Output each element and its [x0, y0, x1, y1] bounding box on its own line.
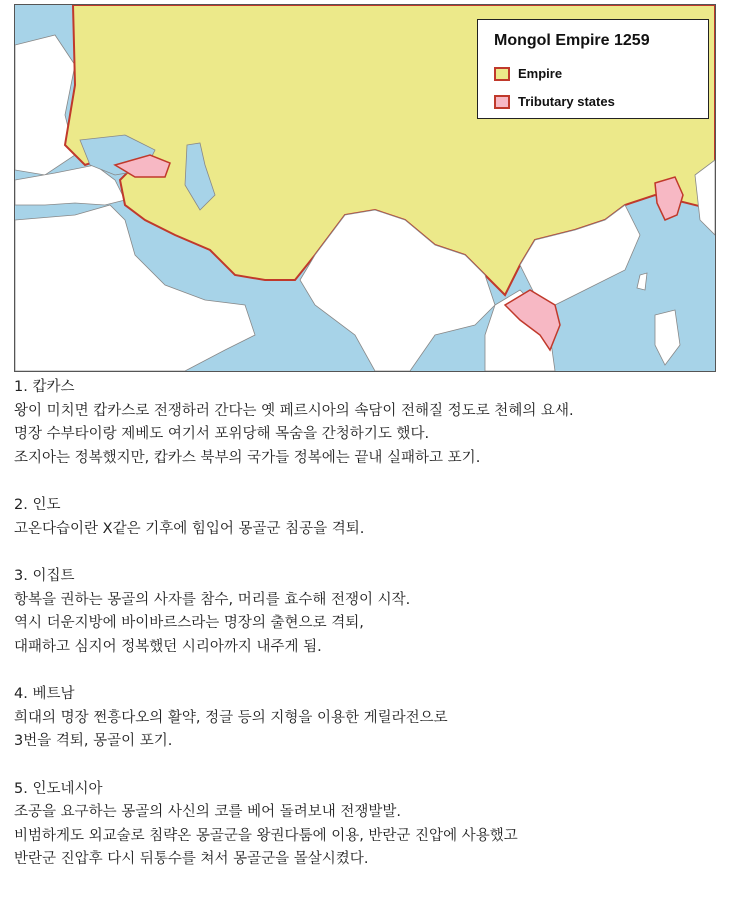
section-heading: 1. 캅카스: [14, 379, 75, 395]
mongol-empire-map: [14, 4, 716, 372]
section-line: 항복을 권하는 몽골의 사자를 참수, 머리를 효수해 전쟁이 시작.: [14, 591, 411, 608]
section-line: 역시 더운지방에 바이바르스라는 명장의 출현으로 격퇴,: [14, 615, 364, 631]
legend-item-tributary: [494, 94, 615, 109]
legend-label-empire: Empire: [518, 66, 563, 81]
map-legend: [477, 19, 709, 119]
section-indonesia: [14, 778, 726, 872]
section-line: 희대의 명장 쩐흥다오의 활약, 정글 등의 지형을 이용한 게릴라전으로: [14, 709, 448, 726]
section-india: [14, 494, 726, 541]
section-line: 대패하고 심지어 정복했던 시리아까지 내주게 됨.: [14, 638, 322, 655]
section-heading: 5. 인도네시아: [14, 780, 103, 797]
section-line: 조지아는 정복했지만, 캅카스 북부의 국가들 정복에는 끝내 실패하고 포기.: [14, 449, 481, 466]
legend-item-empire: [494, 66, 562, 81]
section-caucasus: [14, 376, 726, 470]
section-line: 명장 수부타이랑 제베도 여기서 포위당해 목숨을 간청하기도 했다.: [14, 426, 430, 442]
section-line: 3번을 격퇴, 몽골이 포기.: [14, 733, 173, 749]
section-line: 비범하게도 외교술로 침략온 몽골군을 왕권다툼에 이용, 반란군 진압에 사용했고: [14, 827, 518, 844]
section-heading: 4. 베트남: [14, 686, 75, 702]
legend-title: Mongol Empire 1259: [494, 32, 650, 49]
section-line: 조공을 요구하는 몽골의 사신의 코를 베어 돌려보내 전쟁발발.: [14, 804, 402, 820]
tributary-swatch: [494, 95, 510, 109]
section-vietnam: [14, 683, 726, 754]
legend-label-tributary: Tributary states: [518, 94, 615, 109]
section-line: 고온다습이란 X같은 기후에 힘입어 몽골군 침공을 격퇴.: [14, 520, 365, 537]
article-text: [14, 376, 726, 896]
section-heading: 2. 인도: [14, 497, 61, 513]
empire-swatch: [494, 67, 510, 81]
section-line: 반란군 진압후 다시 뒤통수를 쳐서 몽골군을 몰살시켰다.: [14, 851, 369, 867]
section-line: 왕이 미치면 캅카스로 전쟁하러 간다는 옛 페르시아의 속담이 전해질 정도로 천혜의 요새.: [14, 402, 574, 419]
section-egypt: [14, 565, 726, 659]
section-heading: 3. 이집트: [14, 568, 75, 584]
europe-africa-land: [15, 35, 75, 175]
